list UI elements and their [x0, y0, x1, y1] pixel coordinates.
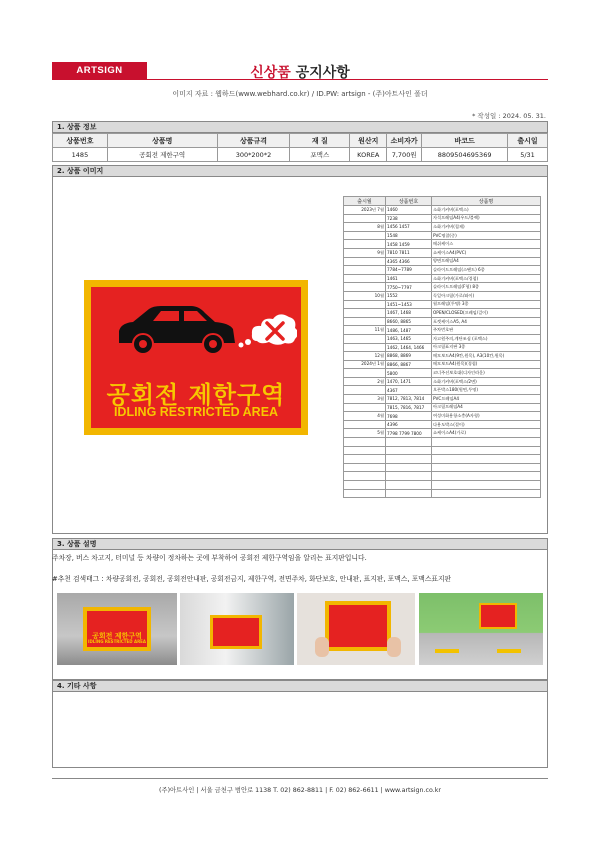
schedule-month: 4월: [344, 412, 386, 421]
schedule-row: [344, 472, 541, 481]
material: 포맥스: [290, 148, 350, 162]
product-info-row: [53, 148, 548, 162]
schedule-month: [344, 283, 386, 292]
schedule-row: [344, 352, 541, 361]
schedule-row: [344, 377, 541, 386]
schedule-code: 1552: [386, 291, 432, 300]
header-price: 소비자가: [387, 134, 422, 148]
schedule-code: 7750~7797: [386, 283, 432, 292]
schedule-item: 소화기커버(포맥스/2면): [432, 377, 541, 386]
sign-english-text: IDLING RESTRICTED AREA: [113, 405, 279, 419]
schedule-row: [344, 455, 541, 464]
schedule-row: [344, 446, 541, 455]
section-product-info-title: 1. 상품 정보: [52, 121, 548, 133]
schedule-code: 1463, 1465: [386, 334, 432, 343]
product-number: 1485: [53, 148, 108, 162]
header-product-number: 상품번호: [53, 134, 108, 148]
title-notice: 공지사항: [295, 65, 350, 81]
thumb-sign-text-ko: 공회전 제한구역: [92, 631, 142, 640]
product-info-header-row: [53, 134, 548, 148]
schedule-row: [344, 317, 541, 326]
schedule-month: [344, 266, 386, 275]
section-product-image-title: 2. 상품 이미지: [52, 165, 548, 177]
schedule-item: 자고원주의,계단조심 (포맥스): [432, 334, 541, 343]
schedule-row: [344, 343, 541, 352]
schedule-code: 1467, 1468: [386, 309, 432, 318]
car-exhaust-icon: [101, 295, 297, 365]
schedule-row: [344, 248, 541, 257]
schedule-code: 1548: [386, 231, 432, 240]
schedule-month: 2월: [344, 377, 386, 386]
schedule-item: 슬라이드프레임(F형) 8종: [432, 283, 541, 292]
usage-photo-hands: [297, 593, 415, 665]
schedule-month: [344, 455, 386, 464]
schedule-header-cell: 상품명: [432, 197, 541, 206]
release-schedule-table: [343, 196, 541, 498]
schedule-item: 소화기커버(포맥스): [432, 206, 541, 215]
schedule-month: [344, 420, 386, 429]
barcode: 8809504695369: [422, 148, 508, 162]
release-date: 5/31: [508, 148, 548, 162]
schedule-month: [344, 369, 386, 378]
usage-photo-sign: [83, 607, 151, 651]
schedule-month: 3월: [344, 395, 386, 404]
schedule-row: [344, 369, 541, 378]
schedule-code: 1460: [386, 206, 432, 215]
schedule-item: 주차번호판: [432, 326, 541, 335]
schedule-item: 코너주선보호대(디자인라운): [432, 369, 541, 378]
header-release-date: 출시일: [508, 134, 548, 148]
schedule-month: [344, 481, 386, 490]
schedule-month: 9월: [344, 248, 386, 257]
schedule-item: 메쉬케이스: [432, 240, 541, 249]
schedule-code: 7815, 7816, 7817: [386, 403, 432, 412]
schedule-row: [344, 326, 541, 335]
schedule-code: 7798 7799 7800: [386, 429, 432, 438]
schedule-row: [344, 266, 541, 275]
schedule-month: [344, 317, 386, 326]
schedule-row: [344, 309, 541, 318]
schedule-month: 8월: [344, 223, 386, 232]
schedule-row: [344, 412, 541, 421]
usage-photo-parking: [419, 593, 543, 665]
schedule-item: [432, 446, 541, 455]
schedule-month: [344, 309, 386, 318]
schedule-row: [344, 489, 541, 498]
schedule-item: 슬라이드프레임(스탠드) 6종: [432, 266, 541, 275]
schedule-item: 다용도박스(결이): [432, 420, 541, 429]
schedule-item: 오픈박스180(원면,투명): [432, 386, 541, 395]
schedule-code: [386, 463, 432, 472]
schedule-code: [386, 446, 432, 455]
schedule-row: [344, 420, 541, 429]
schedule-month: [344, 334, 386, 343]
header-product-spec: 상품규격: [217, 134, 290, 148]
usage-photo-sign: [325, 601, 391, 651]
search-tags: #추천 검색태그 : 차량공회전, 공회전, 공회전안내판, 공회전금지, 제한구역, 전면주차, 화단보호, 안내판, 표지판, 포맥스, 포맥스표지판: [52, 575, 452, 583]
schedule-code: 1461: [386, 274, 432, 283]
schedule-item: [432, 481, 541, 490]
schedule-item: 여성미화용항소충(A자형): [432, 412, 541, 421]
schedule-code: 7812, 7813, 7814: [386, 395, 432, 404]
schedule-code: 4396: [386, 420, 432, 429]
schedule-item: PVC프레임A4: [432, 395, 541, 404]
section-description-title: 3. 상품 설명: [52, 538, 548, 550]
schedule-item: PVC명찰(중): [432, 231, 541, 240]
usage-photo-sign: [479, 603, 517, 629]
idling-sign-image: [84, 280, 308, 435]
schedule-month: [344, 403, 386, 412]
schedule-row: [344, 360, 541, 369]
schedule-code: [386, 481, 432, 490]
schedule-code: [386, 455, 432, 464]
schedule-item: OPEN/CLOSED(프레임/걸이): [432, 309, 541, 318]
schedule-code: 1456 1457: [386, 223, 432, 232]
thumb-sign-text-en: IDLING RESTRICTED AREA: [88, 638, 146, 644]
schedule-month: 2023년 7월: [344, 206, 386, 215]
schedule-header-cell: 상품번호: [386, 197, 432, 206]
schedule-code: 5800: [386, 369, 432, 378]
schedule-month: [344, 463, 386, 472]
artsign-logo: ARTSIGN: [52, 62, 147, 79]
header-origin: 원산지: [350, 134, 387, 148]
schedule-item: 쇼케이스A4(PVC): [432, 248, 541, 257]
schedule-row: [344, 240, 541, 249]
header-product-name: 상품명: [107, 134, 217, 148]
schedule-code: 4367: [386, 386, 432, 395]
schedule-row: [344, 300, 541, 309]
header-material: 재 질: [290, 134, 350, 148]
schedule-item: [432, 472, 541, 481]
product-name: 공회전 제한구역: [107, 148, 217, 162]
schedule-row: [344, 291, 541, 300]
schedule-row: [344, 386, 541, 395]
product-info-table: [52, 133, 548, 162]
schedule-item: 월프레임(투명) 3종: [432, 300, 541, 309]
schedule-row: [344, 438, 541, 447]
schedule-row: [344, 283, 541, 292]
title-new-product: 신상품: [250, 65, 291, 81]
schedule-code: 8866, 8867: [386, 360, 432, 369]
schedule-item: [432, 463, 541, 472]
schedule-code: 7810 7811: [386, 248, 432, 257]
schedule-row: [344, 214, 541, 223]
schedule-row: [344, 206, 541, 215]
schedule-item: 메모보드A4(원목)(경첩): [432, 360, 541, 369]
schedule-item: 아크릴표지판 3종: [432, 343, 541, 352]
schedule-item: 소화기커버(포맥스/경첩): [432, 274, 541, 283]
schedule-code: 1451~1453: [386, 300, 432, 309]
schedule-month: [344, 343, 386, 352]
schedule-month: [344, 240, 386, 249]
parking-stopper: [497, 649, 521, 653]
schedule-row: [344, 274, 541, 283]
schedule-month: [344, 257, 386, 266]
schedule-code: 1462, 1464, 1466: [386, 343, 432, 352]
schedule-header-cell: 출시월: [344, 197, 386, 206]
price: 7,700원: [387, 148, 422, 162]
schedule-code: 8868, 8869: [386, 352, 432, 361]
schedule-month: [344, 438, 386, 447]
header-barcode: 바코드: [422, 134, 508, 148]
schedule-month: [344, 386, 386, 395]
schedule-code: 4365 4366: [386, 257, 432, 266]
image-source-info: 이미지 자료 : 웹하드(www.webhard.co.kr) / ID.PW: artsign - (주)아트사인 폴더: [172, 90, 428, 98]
usage-photo-wall-white: [180, 593, 294, 665]
schedule-item: 메모보드A4(9칸,원목), A3(10칸,원목): [432, 352, 541, 361]
section-other-title: 4. 기타 사항: [52, 680, 548, 692]
schedule-month: [344, 489, 386, 498]
origin: KOREA: [350, 148, 387, 162]
sign-red-panel: [91, 287, 301, 428]
schedule-code: 7238: [386, 214, 432, 223]
schedule-code: 1458 1459: [386, 240, 432, 249]
schedule-row: [344, 257, 541, 266]
schedule-month: 12월: [344, 352, 386, 361]
company-footer: (주)아트사인 | 서울 금천구 범안로 1138 T. 02) 862-8811 | F. 02) 862-6611 | www.artsign.co.kr: [159, 787, 441, 794]
schedule-row: [344, 395, 541, 404]
hand-left: [315, 637, 329, 657]
parking-stopper: [435, 649, 459, 653]
schedule-item: 양면프레임A4: [432, 257, 541, 266]
schedule-code: 1486, 1487: [386, 326, 432, 335]
schedule-month: [344, 300, 386, 309]
schedule-month: [344, 214, 386, 223]
schedule-code: 7698: [386, 412, 432, 421]
schedule-item: 소화기커버(철제): [432, 223, 541, 232]
schedule-header-row: [344, 197, 541, 206]
schedule-month: [344, 274, 386, 283]
schedule-row: [344, 429, 541, 438]
other-notes-area: [52, 692, 548, 768]
schedule-code: [386, 489, 432, 498]
schedule-item: 아크릴프레임A4: [432, 403, 541, 412]
schedule-item: 포켓케이스A5, A4: [432, 317, 541, 326]
schedule-month: [344, 472, 386, 481]
schedule-row: [344, 231, 541, 240]
page-title: [0, 62, 600, 82]
schedule-month: 10월: [344, 291, 386, 300]
schedule-row: [344, 403, 541, 412]
usage-photo-wall-gray: [57, 593, 177, 665]
schedule-row: [344, 463, 541, 472]
schedule-code: [386, 438, 432, 447]
schedule-month: 2024년 1월: [344, 360, 386, 369]
schedule-item: 독일아크릴(가로/와이): [432, 291, 541, 300]
schedule-code: 8660, 8865: [386, 317, 432, 326]
schedule-row: [344, 334, 541, 343]
footer-divider: [52, 778, 548, 779]
schedule-item: [432, 455, 541, 464]
schedule-item: 자석프레임A4(우드/블랙): [432, 214, 541, 223]
schedule-row: [344, 223, 541, 232]
schedule-item: 쇼케이스A4(가로): [432, 429, 541, 438]
schedule-code: 7784~7789: [386, 266, 432, 275]
schedule-month: [344, 446, 386, 455]
product-description: 주차장, 버스 차고지, 터미널 등 차량이 정차하는 곳에 부착하여 공회전 제한구역임을 알리는 표지판입니다.: [52, 554, 367, 562]
schedule-row: [344, 481, 541, 490]
schedule-item: [432, 438, 541, 447]
schedule-item: [432, 489, 541, 498]
schedule-month: 5월: [344, 429, 386, 438]
hand-right: [387, 637, 401, 657]
sign-korean-text: 공회전 제한구역: [106, 381, 286, 409]
product-spec: 300*200*2: [217, 148, 290, 162]
schedule-code: 1470, 1471: [386, 377, 432, 386]
schedule-code: [386, 472, 432, 481]
schedule-month: 11월: [344, 326, 386, 335]
written-date: * 작성일 : 2024. 05. 31.: [472, 112, 546, 120]
usage-photo-sign: [210, 615, 262, 649]
schedule-month: [344, 231, 386, 240]
